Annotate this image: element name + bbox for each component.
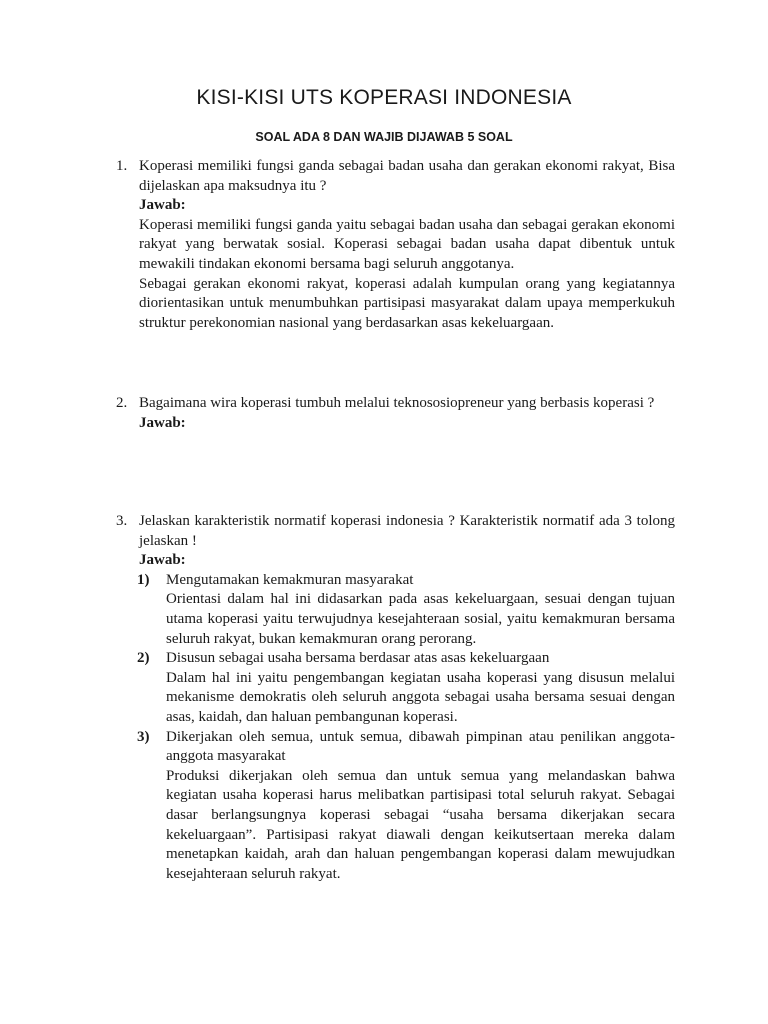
question-text: Jelaskan karakteristik normatif koperasi indonesia ? Karakteristik normatif ada 3 tolong jelaskan ! bbox=[139, 513, 675, 549]
point-heading: Mengutamakan kemakmuran masyarakat bbox=[166, 571, 414, 588]
question-1 bbox=[0, 157, 768, 333]
question-3 bbox=[0, 512, 768, 884]
answer-label: Jawab: bbox=[139, 197, 186, 214]
point-number: 2) bbox=[137, 650, 150, 667]
answer-paragraph: Koperasi memiliki fungsi ganda yaitu sebagai badan usaha dan sebagai gerakan ekonomi rakyat yang berwatak sosial. Koperasi sebagai badan usaha dapat dibentuk untuk mewakili tindakan ekonomi bersama bagi seluruh anggotanya. bbox=[139, 216, 675, 272]
answer-label: Jawab: bbox=[139, 552, 186, 569]
document-title: KISI-KISI UTS KOPERASI INDONESIA bbox=[196, 86, 572, 109]
question-text: Koperasi memiliki fungsi ganda sebagai badan usaha dan gerakan ekonomi rakyat, Bisa dijelaskan apa maksudnya itu ? bbox=[139, 158, 675, 194]
question-text: Bagaimana wira koperasi tumbuh melalui teknososiopreneur yang berbasis koperasi ? bbox=[139, 395, 655, 411]
answer-point-1 bbox=[139, 571, 675, 649]
question-number: 1. bbox=[116, 158, 128, 174]
answer-point-3 bbox=[139, 728, 675, 885]
point-heading: Dikerjakan oleh semua, untuk semua, dibawah pimpinan atau penilikan anggota-anggota masyarakat bbox=[166, 728, 675, 765]
point-detail: Dalam hal ini yaitu pengembangan kegiatan usaha koperasi yang disusun melalui mekanisme demokratis oleh seluruh anggota sebagai usaha bersama sesuai dengan asas, kaidah, dan haluan pembangunan koperasi. bbox=[166, 669, 675, 725]
answer-label: Jawab: bbox=[139, 414, 186, 431]
answer-point-2 bbox=[139, 649, 675, 727]
answer-paragraph: Sebagai gerakan ekonomi rakyat, koperasi adalah kumpulan orang yang kegiatannya diorientasikan untuk menumbuhkan partisipasi masyarakat dalam upaya memperkukuh struktur perekonomian nasional yang berdasarkan asas kekeluargaan. bbox=[139, 275, 675, 331]
question-number: 2. bbox=[116, 395, 128, 411]
question-2 bbox=[0, 394, 768, 433]
point-number: 1) bbox=[137, 571, 150, 588]
point-number: 3) bbox=[137, 728, 150, 745]
document-subtitle: SOAL ADA 8 DAN WAJIB DIJAWAB 5 SOAL bbox=[255, 130, 513, 144]
question-number: 3. bbox=[116, 513, 128, 529]
point-detail: Produksi dikerjakan oleh semua dan untuk semua yang melandaskan bahwa kegiatan usaha koperasi harus melibatkan partisipasi total seluruh rakyat. Sebagai dasar berlangsungnya koperasi sebagai “usaha bersama dikerjakan secara kekeluargaan”. Partisipasi rakyat diawali dengan keikutsertaan mereka dalam menetapkan kaidah, arah dan haluan pengembangan koperasi dalam mewujudkan kesejahteraan seluruh rakyat. bbox=[166, 767, 675, 882]
point-heading: Disusun sebagai usaha bersama berdasar atas asas kekeluargaan bbox=[166, 650, 550, 667]
point-detail: Orientasi dalam hal ini didasarkan pada asas kekeluargaan, sesuai dengan tujuan utama koperasi yaitu terwujudnya kesejahteraan sosial, yaitu kemakmuran bersama seluruh rakyat, bukan kemakmuran orang perorang. bbox=[166, 591, 675, 647]
